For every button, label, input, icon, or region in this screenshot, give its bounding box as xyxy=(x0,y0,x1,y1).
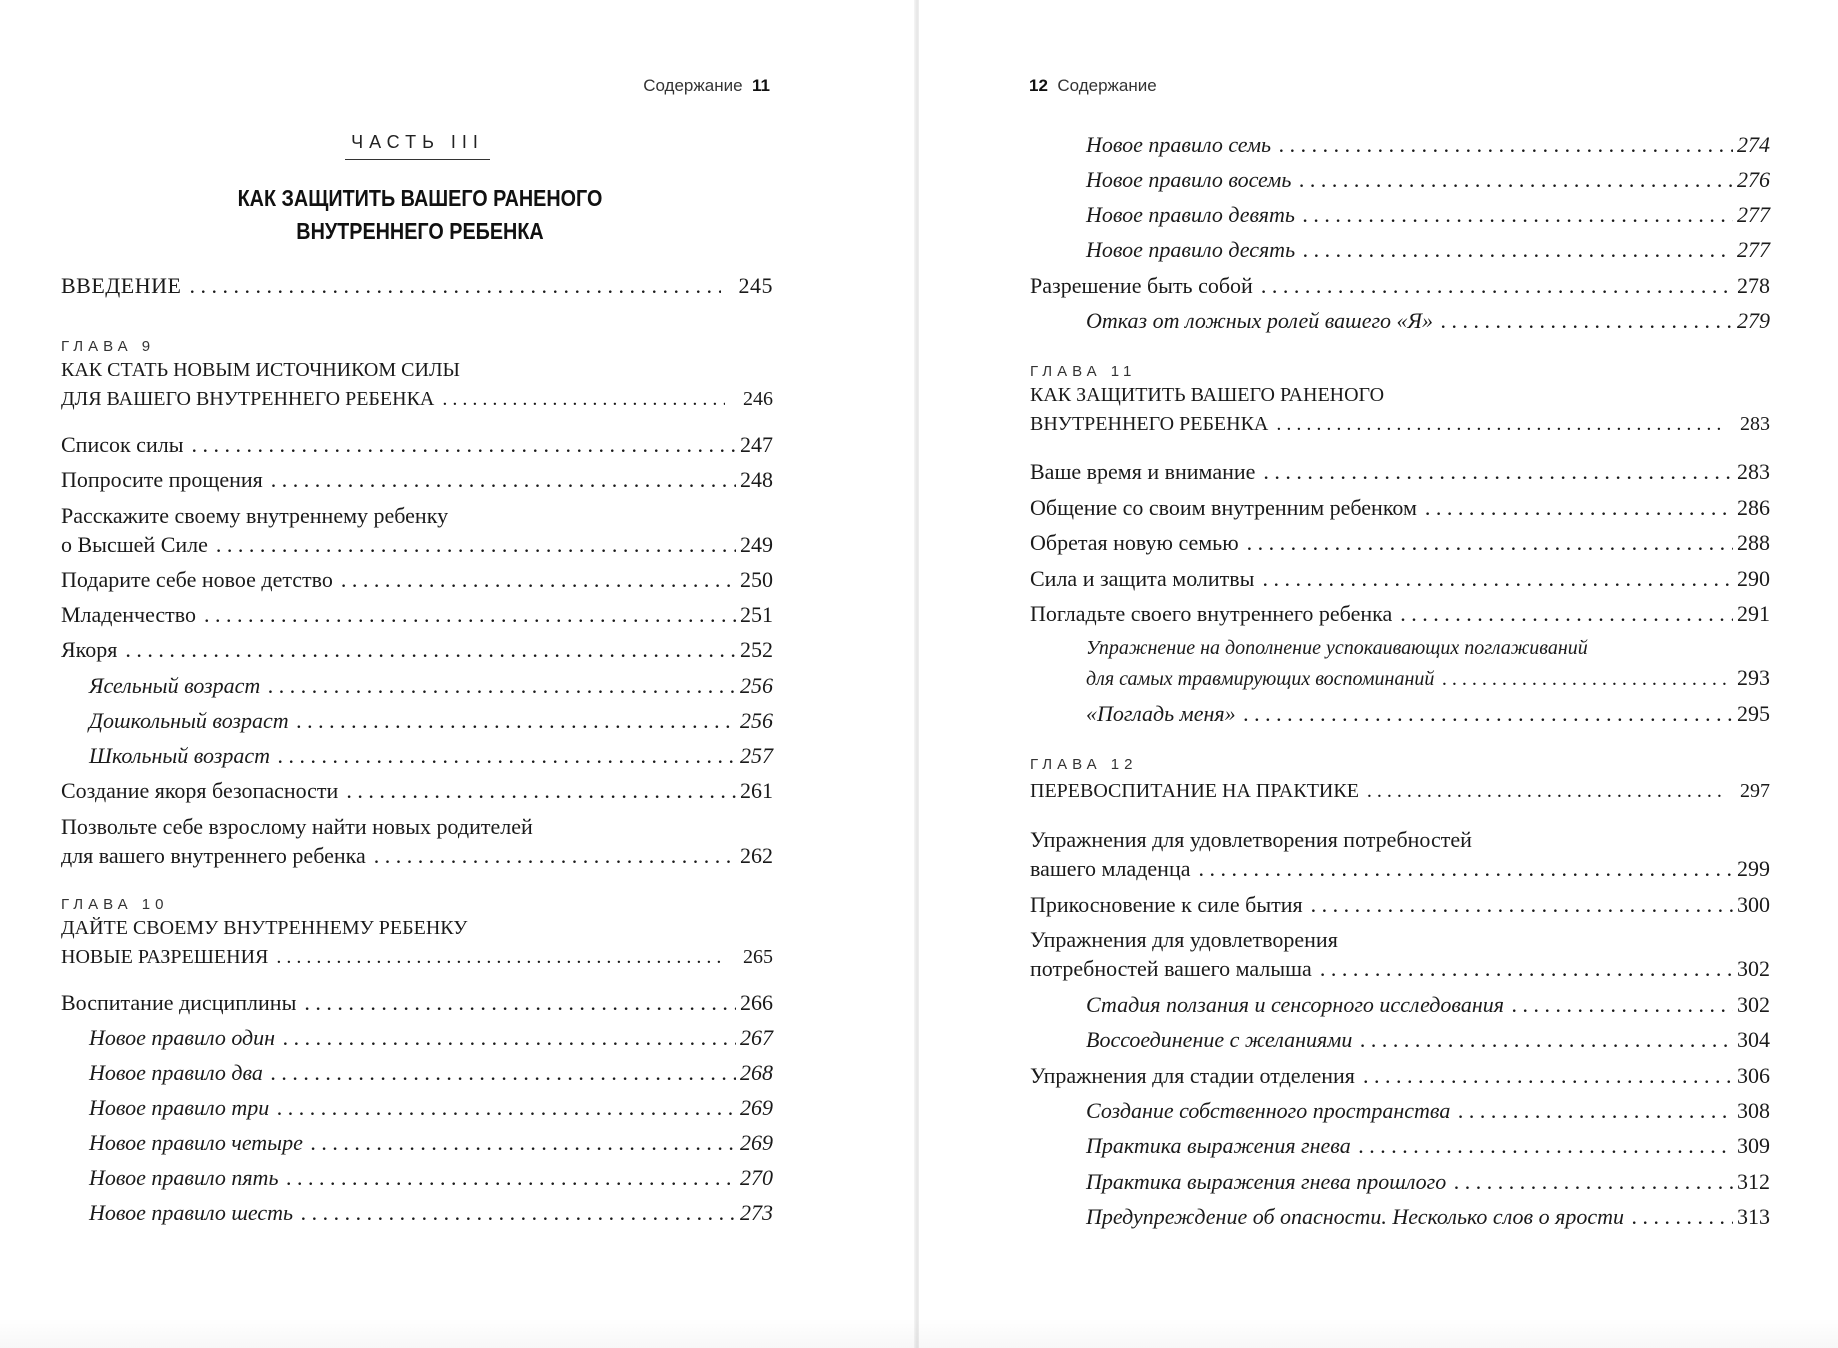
toc-entry-label: о Высшей Силе xyxy=(61,532,208,557)
toc-entry-page: 265 xyxy=(743,946,773,968)
toc-entry-page: 313 xyxy=(1737,1204,1770,1229)
chapter-title-line: ПЕРЕВОСПИТАНИЕ НА ПРАКТИКЕ xyxy=(1030,780,1359,802)
toc-entry[interactable] xyxy=(1030,599,1770,628)
part-label: ЧАСТЬ III xyxy=(345,132,490,160)
chapter-label: ГЛАВА 9 xyxy=(61,338,156,355)
toc-entry[interactable] xyxy=(61,776,773,805)
leader-dots xyxy=(1244,699,1733,728)
toc-subentry[interactable] xyxy=(61,741,773,770)
toc-entry[interactable] xyxy=(1030,1061,1770,1090)
toc-entry-label: Стадия ползания и сенсорного исследования xyxy=(1086,992,1504,1017)
toc-entry-page: 269 xyxy=(740,1095,773,1120)
toc-entry-label: для вашего внутреннего ребенка xyxy=(61,843,366,868)
toc-chapter-10[interactable] xyxy=(61,914,773,972)
leader-dots xyxy=(278,741,736,770)
toc-subentry[interactable] xyxy=(1058,1096,1770,1125)
toc-entry-label: Обретая новую семью xyxy=(1030,530,1239,555)
left-page xyxy=(0,0,918,1348)
toc-entry-page: 277 xyxy=(1737,237,1770,262)
toc-entry-page: 266 xyxy=(740,990,773,1015)
toc-entry-label: Разрешение быть собой xyxy=(1030,273,1253,298)
toc-entry-label: Новое правило один xyxy=(89,1025,276,1050)
leader-dots xyxy=(341,565,736,594)
toc-entry-page: 247 xyxy=(740,432,773,457)
toc-entry-label: ВВЕДЕНИЕ xyxy=(61,273,182,298)
chapter-title-line: ВНУТРЕННЕГО РЕБЕНКА xyxy=(1030,413,1269,435)
toc-entry-label: потребностей вашего малыша xyxy=(1030,956,1312,981)
leader-dots xyxy=(301,1198,736,1227)
leader-dots xyxy=(1512,990,1733,1019)
toc-entry-page: 246 xyxy=(743,388,773,410)
chapter-label: ГЛАВА 10 xyxy=(61,896,169,913)
leader-dots xyxy=(1299,165,1733,194)
toc-entry-label: Воссоединение с желаниями xyxy=(1086,1027,1353,1052)
running-head-left xyxy=(643,76,770,96)
leader-dots xyxy=(1276,410,1722,439)
leader-dots xyxy=(216,530,736,559)
toc-subentry[interactable] xyxy=(61,1058,773,1087)
toc-entry-page: 308 xyxy=(1737,1098,1770,1123)
toc-entry-page: 257 xyxy=(740,743,773,768)
toc-entry[interactable] xyxy=(1030,925,1770,983)
leader-dots xyxy=(304,988,736,1017)
toc-entry-label: Погладьте своего внутреннего ребенка xyxy=(1030,601,1393,626)
toc-entry-page: 300 xyxy=(1737,892,1770,917)
toc-entry-page: 256 xyxy=(740,708,773,733)
toc-entry-label: Школьный возраст xyxy=(89,743,270,768)
toc-entry-label: Сила и защита молитвы xyxy=(1030,566,1255,591)
leader-dots xyxy=(1425,493,1733,522)
toc-entry[interactable] xyxy=(61,465,773,494)
toc-entry[interactable] xyxy=(1030,528,1770,557)
toc-entry-page: 269 xyxy=(740,1130,773,1155)
running-head-right xyxy=(1029,76,1157,96)
leader-dots xyxy=(1198,854,1733,883)
toc-entry-page: 293 xyxy=(1737,665,1770,690)
toc-entry-page: 250 xyxy=(740,567,773,592)
leader-dots xyxy=(1367,777,1722,806)
toc-entry-label: Новое правило восемь xyxy=(1086,167,1292,192)
toc-entry-page: 306 xyxy=(1737,1063,1770,1088)
toc-entry-label: Новое правило два xyxy=(89,1060,263,1085)
toc-entry-page: 302 xyxy=(1737,956,1770,981)
part-title xyxy=(214,182,627,248)
toc-subentry[interactable] xyxy=(61,1093,773,1122)
toc-entry-label: Новое правило семь xyxy=(1086,132,1272,157)
leader-dots xyxy=(277,1093,736,1122)
toc-entry-label: Попросите прощения xyxy=(61,467,263,492)
toc-entry-page: 279 xyxy=(1737,308,1770,333)
toc-entry[interactable] xyxy=(1030,271,1770,300)
toc-subentry[interactable] xyxy=(1058,699,1770,728)
toc-entry-page: 276 xyxy=(1737,167,1770,192)
toc-entry-page: 302 xyxy=(1737,992,1770,1017)
toc-entry-label: Упражнение на дополнение успокаивающих поглаживаний xyxy=(1086,637,1588,659)
toc-entry-label: Список силы xyxy=(61,432,184,457)
toc-entry-label: Подарите себе новое детство xyxy=(61,567,333,592)
toc-subentry[interactable] xyxy=(61,1023,773,1052)
toc-entry-page: 312 xyxy=(1737,1169,1770,1194)
leader-dots xyxy=(1247,528,1733,557)
leader-dots xyxy=(1311,890,1733,919)
toc-subentry[interactable] xyxy=(61,671,773,700)
toc-entry[interactable] xyxy=(1030,564,1770,593)
leader-dots xyxy=(271,1058,736,1087)
toc-entry-page: 288 xyxy=(1737,530,1770,555)
toc-entry-label: Младенчество xyxy=(61,602,197,627)
leader-dots xyxy=(1441,306,1733,335)
toc-entry-label: вашего младенца xyxy=(1030,856,1191,881)
toc-entry-page: 286 xyxy=(1737,495,1770,520)
leader-dots xyxy=(1320,954,1733,983)
leader-dots xyxy=(311,1128,736,1157)
toc-entry-page: 268 xyxy=(740,1060,773,1085)
toc-entry-label: для самых травмирующих воспоминаний xyxy=(1086,668,1435,690)
toc-entry[interactable] xyxy=(61,988,773,1017)
running-head-title: Содержание xyxy=(643,76,743,95)
right-page xyxy=(919,0,1838,1348)
toc-entry-page: 278 xyxy=(1737,273,1770,298)
leader-dots xyxy=(1400,599,1733,628)
toc-entry-page: 274 xyxy=(1737,132,1770,157)
leader-dots xyxy=(346,776,736,805)
toc-entry-label: Новое правило четыре xyxy=(89,1130,303,1155)
leader-dots xyxy=(271,465,736,494)
toc-entry-label: Общение со своим внутренним ребенком xyxy=(1030,495,1417,520)
leader-dots xyxy=(276,943,725,972)
toc-subentry[interactable] xyxy=(61,1198,773,1227)
toc-entry-page: 261 xyxy=(740,778,773,803)
toc-entry-page: 270 xyxy=(740,1165,773,1190)
toc-entry-label: Упражнения для удовлетворения xyxy=(1030,927,1338,952)
page-bottom-shade xyxy=(0,1318,1838,1348)
leader-dots xyxy=(189,271,720,300)
leader-dots xyxy=(283,1023,736,1052)
toc-subentry[interactable] xyxy=(1058,990,1770,1019)
chapter-title-line: ДЛЯ ВАШЕГО ВНУТРЕННЕГО РЕБЕНКА xyxy=(61,388,435,410)
toc-entry[interactable] xyxy=(61,635,773,664)
toc-entry[interactable] xyxy=(61,501,773,559)
chapter-label: ГЛАВА 12 xyxy=(1030,756,1138,773)
toc-entry-label: Упражнения для удовлетворения потребностей xyxy=(1030,827,1472,852)
leader-dots xyxy=(125,635,736,664)
toc-entry-label: Предупреждение об опасности. Несколько слов о ярости xyxy=(1086,1204,1624,1229)
toc-entry-intro[interactable] xyxy=(61,271,773,300)
leader-dots xyxy=(297,706,736,735)
toc-entry-page: 249 xyxy=(740,532,773,557)
toc-entry-label: Новое правило пять xyxy=(89,1165,279,1190)
toc-subentry[interactable] xyxy=(1058,200,1770,229)
toc-entry[interactable] xyxy=(61,600,773,629)
toc-subentry[interactable] xyxy=(1058,165,1770,194)
toc-entry-label: Дошкольный возраст xyxy=(89,708,289,733)
toc-subentry[interactable] xyxy=(61,1128,773,1157)
toc-entry-page: 262 xyxy=(740,843,773,868)
toc-entry-page: 304 xyxy=(1737,1027,1770,1052)
toc-entry-page: 248 xyxy=(740,467,773,492)
toc-entry-label: Новое правило шесть xyxy=(89,1200,294,1225)
toc-entry-page: 283 xyxy=(1740,413,1770,435)
leader-dots xyxy=(1359,1131,1733,1160)
toc-entry-label: Новое правило девять xyxy=(1086,202,1295,227)
toc-entry[interactable] xyxy=(61,812,773,870)
toc-entry-page: 277 xyxy=(1737,202,1770,227)
leader-dots xyxy=(1363,1061,1733,1090)
toc-entry[interactable] xyxy=(1030,493,1770,522)
toc-subentry[interactable] xyxy=(1058,634,1770,692)
toc-entry-label: Практика выражения гнева прошлого xyxy=(1086,1169,1447,1194)
chapter-title-line: НОВЫЕ РАЗРЕШЕНИЯ xyxy=(61,946,269,968)
toc-entry[interactable] xyxy=(1030,890,1770,919)
leader-dots xyxy=(1303,200,1733,229)
toc-entry-label: Создание якоря безопасности xyxy=(61,778,339,803)
leader-dots xyxy=(1263,457,1733,486)
leader-dots xyxy=(1458,1096,1733,1125)
toc-subentry[interactable] xyxy=(61,1163,773,1192)
toc-subentry[interactable] xyxy=(1058,1202,1770,1231)
toc-entry-page: 245 xyxy=(738,273,773,298)
toc-entry-label: Упражнения для стадии отделения xyxy=(1030,1063,1355,1088)
toc-entry-page: 256 xyxy=(740,673,773,698)
toc-entry-label: Новое правило десять xyxy=(1086,237,1296,262)
toc-entry-label: Новое правило три xyxy=(89,1095,270,1120)
toc-entry[interactable] xyxy=(1030,457,1770,486)
toc-entry-label: Практика выражения гнева xyxy=(1086,1133,1351,1158)
toc-subentry[interactable] xyxy=(1058,1131,1770,1160)
toc-entry-page: 251 xyxy=(740,602,773,627)
chapter-title-line: ДАЙТЕ СВОЕМУ ВНУТРЕННЕМУ РЕБЕНКУ xyxy=(61,917,468,939)
toc-chapter-12[interactable] xyxy=(1030,777,1770,806)
toc-entry-page: 290 xyxy=(1737,566,1770,591)
toc-chapter-9[interactable] xyxy=(61,356,773,414)
leader-dots xyxy=(374,841,736,870)
leader-dots xyxy=(1632,1202,1733,1231)
toc-entry-page: 295 xyxy=(1737,701,1770,726)
leader-dots xyxy=(1279,130,1733,159)
toc-entry-label: Якоря xyxy=(61,637,118,662)
chapter-title-line: КАК ЗАЩИТИТЬ ВАШЕГО РАНЕНОГО xyxy=(1030,384,1385,406)
toc-subentry[interactable] xyxy=(1058,130,1770,159)
chapter-title-line: КАК СТАТЬ НОВЫМ ИСТОЧНИКОМ СИЛЫ xyxy=(61,359,460,381)
toc-entry-label: Ясельный возраст xyxy=(89,673,261,698)
toc-subentry[interactable] xyxy=(61,706,773,735)
toc-entry-label: Отказ от ложных ролей вашего «Я» xyxy=(1086,308,1434,333)
leader-dots xyxy=(1454,1167,1733,1196)
toc-subentry[interactable] xyxy=(1058,1025,1770,1054)
toc-subentry[interactable] xyxy=(1058,1167,1770,1196)
part-title-line: КАК ЗАЩИТИТЬ ВАШЕГО РАНЕНОГО xyxy=(237,185,603,211)
leader-dots xyxy=(1442,665,1733,694)
toc-entry-label: «Погладь меня» xyxy=(1086,701,1236,726)
toc-entry-page: 252 xyxy=(740,637,773,662)
leader-dots xyxy=(204,600,736,629)
toc-entry-page: 267 xyxy=(740,1025,773,1050)
leader-dots xyxy=(442,385,725,414)
toc-entry-label: Ваше время и внимание xyxy=(1030,459,1256,484)
leader-dots xyxy=(191,430,736,459)
toc-entry-label: Создание собственного пространства xyxy=(1086,1098,1451,1123)
leader-dots xyxy=(1360,1025,1733,1054)
page-number: 12 xyxy=(1029,76,1048,95)
toc-subentry[interactable] xyxy=(1058,235,1770,264)
page-number: 11 xyxy=(752,76,770,95)
running-head-title: Содержание xyxy=(1057,76,1157,95)
toc-entry-page: 309 xyxy=(1737,1133,1770,1158)
toc-entry-page: 273 xyxy=(740,1200,773,1225)
toc-entry-label: Расскажите своему внутреннему ребенку xyxy=(61,503,449,528)
leader-dots xyxy=(286,1163,736,1192)
leader-dots xyxy=(1262,564,1733,593)
toc-entry[interactable] xyxy=(1030,825,1770,883)
toc-entry-page: 283 xyxy=(1737,459,1770,484)
chapter-label: ГЛАВА 11 xyxy=(1030,363,1137,380)
leader-dots xyxy=(1303,235,1733,264)
leader-dots xyxy=(268,671,736,700)
toc-entry-page: 291 xyxy=(1737,601,1770,626)
toc-subentry[interactable] xyxy=(1058,306,1770,335)
toc-entry-page: 297 xyxy=(1740,780,1770,802)
toc-entry-label: Прикосновение к силе бытия xyxy=(1030,892,1303,917)
part-title-line: ВНУТРЕННЕГО РЕБЕНКА xyxy=(296,218,544,244)
toc-entry[interactable] xyxy=(61,430,773,459)
toc-chapter-11[interactable] xyxy=(1030,381,1770,439)
toc-entry[interactable] xyxy=(61,565,773,594)
toc-entry-label: Позвольте себе взрослому найти новых родителей xyxy=(61,814,533,839)
toc-entry-label: Воспитание дисциплины xyxy=(61,990,297,1015)
toc-entry-page: 299 xyxy=(1737,856,1770,881)
leader-dots xyxy=(1261,271,1733,300)
